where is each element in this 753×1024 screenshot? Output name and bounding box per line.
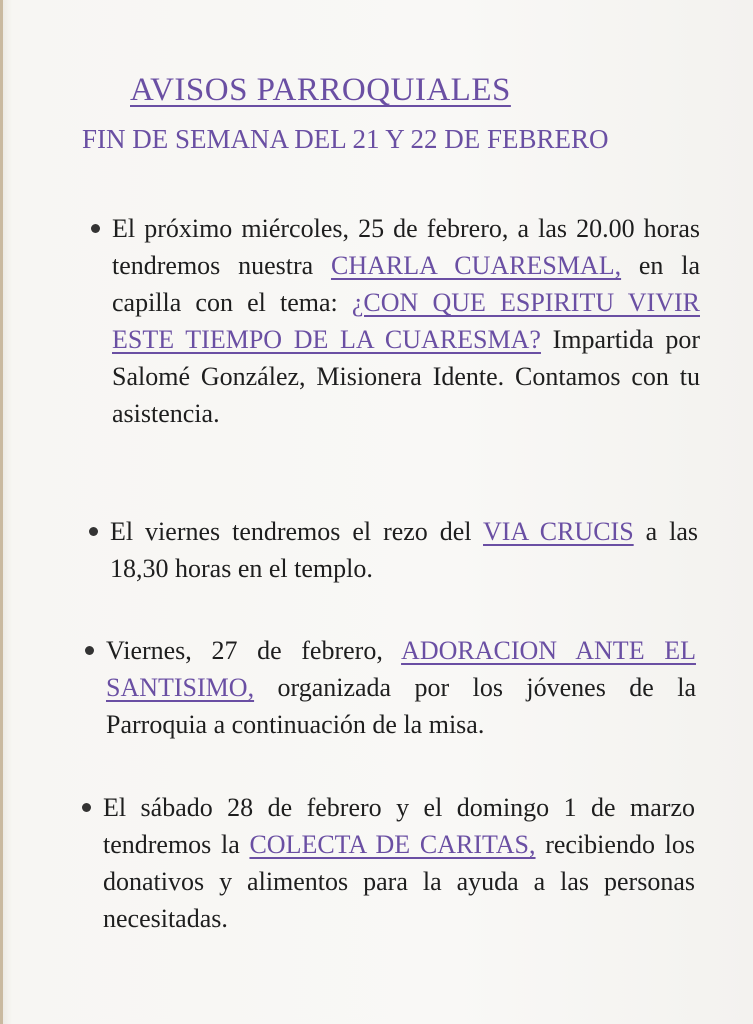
notice-item [103, 789, 695, 937]
notice-text: El viernes tendremos el rezo del [110, 517, 484, 546]
highlight-adoracion: ADORACION ANTE EL SANTISIMO, [106, 636, 696, 702]
notice-text: en la capilla con el tema: [112, 251, 700, 317]
notice-text: recibiendo los donativos y alimentos para la ayuda a las personas necesitadas. [103, 830, 695, 933]
notice-item [110, 513, 698, 587]
notice-text: organizada por los jóvenes de la Parroquia a continuación de la misa. [106, 673, 696, 739]
notice-text: El sábado 28 de febrero y el domingo 1 de marzo tendremos la [103, 793, 695, 859]
bullet-icon [89, 527, 98, 536]
notice-text: El próximo miércoles, 25 de febrero, a las 20.00 horas tendremos nuestra [112, 214, 700, 280]
page-subtitle: FIN DE SEMANA DEL 21 Y 22 DE FEBRERO [82, 124, 609, 154]
notice-item [112, 210, 700, 432]
bullet-icon [91, 224, 100, 233]
highlight-charla-cuaresmal: CHARLA CUARESMAL, [330, 251, 622, 280]
notice-text: a las 18,30 horas en el templo. [110, 517, 698, 583]
notice-text: Viernes, 27 de febrero, [106, 636, 402, 665]
highlight-colecta-caritas: COLECTA DE CARITAS, [249, 830, 536, 859]
notice-text: Impartida por Salomé González, Misionera Idente. Contamos con tu asistencia. [112, 325, 700, 428]
bullet-icon [82, 803, 91, 812]
highlight-tema: ¿CON QUE ESPIRITU VIVIR ESTE TIEMPO DE LA CUARESMA? [112, 288, 700, 354]
highlight-via-crucis: VIA CRUCIS [483, 517, 634, 546]
bullet-icon [85, 646, 94, 655]
paper-edge [0, 0, 3, 1024]
notice-item [106, 632, 696, 743]
page-title: AVISOS PARROQUIALES [130, 72, 511, 108]
